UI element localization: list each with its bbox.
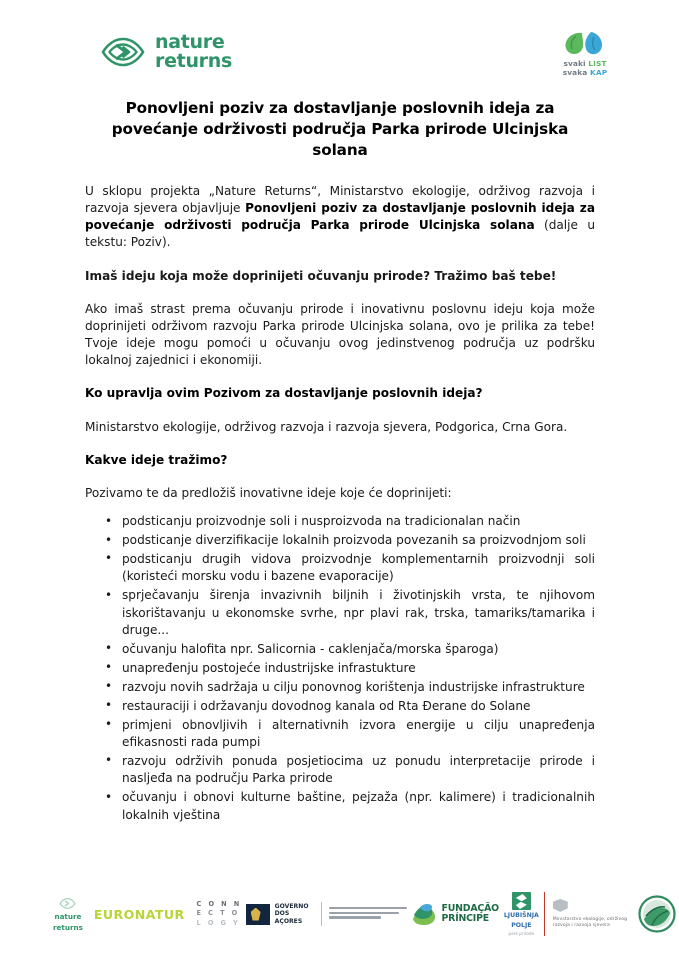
nature-returns-logo (100, 32, 232, 72)
list-item: • primjeni obnovljivih i alternativnih izvora energije u cilju unapređenja efikasnosti rada pumpi (85, 717, 595, 752)
list-item: • razvoju održivih ponuda posjetiocima uz ponudu interpretacije prirode i nasljeđa na području Parka prirode (85, 753, 595, 788)
regional-text-line (329, 912, 399, 914)
campaign-line1-plain: svaki (563, 59, 589, 68)
ljubisnja-subtitle: park prirode (508, 930, 535, 936)
nature-returns-eye-leaf-icon (100, 32, 146, 72)
list-item: • podsticanju drugih vidova proizvodnje komplementarnih proizvodnji soli (koristeći morsku vodu i bazene evaporacije) (85, 551, 595, 586)
ideas-lead-in: Pozivamo te da predložiš inovativne ideje koje će doprinijeti: (85, 485, 452, 500)
list-item: • restauraciji i održavanju dovodnog kanala od Rta Đerane do Solane (85, 698, 595, 715)
nature-returns-eye-leaf-icon (59, 896, 76, 911)
connectology-line-3: L O G Y (196, 918, 241, 927)
nature-returns-wordmark (155, 30, 232, 72)
principe-island-icon (411, 902, 437, 926)
hook-paragraph: Ako imaš strast prema očuvanju prirode i inovativnu poslovnu ideju koja može doprinijeti održivom razvoju Parka prirode Ulcinjska solana, ovo je prilika za tebe! Tvoje ideje mogu pomoći u očuvanju ovog jedinstvenog područja uz podršku lokalnoj zajednici i ekonomiji. (85, 301, 595, 368)
principe-line-2: PRÍNCIPE (441, 913, 489, 924)
intro-paragraph (85, 183, 595, 252)
ministry-name: Ministarstvo ekologije, održivog razvoja i razvoja sjevera (552, 916, 628, 928)
principe-wordmark (442, 904, 499, 924)
ljubisnja-mountain-icon (512, 892, 531, 910)
intro-text-part-1: U sklopu projekta „Nature Returns“, Ministarstvo ekologije, održivog razvoja i razvoja sjevera objavljuje (85, 183, 595, 216)
page-title: Ponovljeni poziv za dostavljanje poslovnih ideja za povećanje održivosti područja Parka prirode Ulcinjska solana (111, 99, 569, 159)
footer-ljubisnja-polje-logo (499, 892, 544, 936)
intro-text-part-2: (dalje u tekstu: Poziv). (85, 218, 595, 250)
footer-nature-line-2: returns (52, 922, 83, 932)
document-body (85, 98, 595, 826)
regional-text-line (329, 916, 381, 918)
leaf-and-droplet-icon (537, 30, 633, 56)
connectology-line-2: E C T O (196, 909, 240, 918)
footer-logo-strip (0, 890, 679, 938)
svaki-list-svaka-kap-logo (537, 30, 633, 78)
list-item: • podsticanju proizvodnje soli i nusproizvoda na tradicionalan način (85, 513, 595, 530)
acores-wordmark (275, 903, 309, 925)
page-header (0, 22, 679, 88)
ljubisnja-line-2: POLJE (511, 921, 532, 929)
footer-nature-line-1: nature (54, 912, 82, 922)
acores-crest-icon (246, 904, 270, 925)
principe-line-1: FUNDAÇÃO (441, 902, 499, 914)
footer-nature-returns-logo (42, 892, 94, 936)
footer-ministry-logo (544, 892, 636, 936)
list-item: • podsticanje diverzifikacije lokalnih proizvoda povezanih sa proizvodnjom soli (85, 532, 595, 549)
brand-line-2: returns (155, 50, 232, 72)
campaign-line1-accent: LIST (588, 59, 607, 68)
list-item: • očuvanju halofita npr. Salicornia - caklenjača/morska šparoga) (85, 641, 595, 658)
brand-line-1: nature (155, 30, 225, 53)
divider (321, 902, 322, 926)
campaign-tagline-line-2 (537, 68, 633, 77)
acores-line-2: DOS AÇORES (274, 910, 303, 925)
ideas-heading: Kakve ideje tražimo? (85, 452, 228, 467)
campaign-line2-plain: svaka (562, 68, 591, 78)
connectology-line-1: C O N N (196, 899, 242, 908)
list-item: • unapređenju postojeće industrijske infrastukture (85, 660, 595, 677)
regional-text-line (329, 907, 407, 909)
montenegro-coat-of-arms-icon (553, 899, 568, 912)
footer-park-prirode-logo (636, 892, 679, 936)
footer-governo-acores-logo (246, 892, 329, 936)
ideas-list (85, 513, 595, 824)
footer-secretaria-regional-logo (329, 892, 407, 936)
hook-heading: Imaš ideju koja može doprinijeti očuvanju prirode? Tražimo baš tebe! (85, 268, 557, 283)
park-prirode-circular-logo-icon (638, 895, 676, 933)
manager-paragraph: Ministarstvo ekologije, održivog razvoja i razvoja sjevera, Podgorica, Crna Gora. (85, 419, 568, 434)
footer-fundacao-principe-logo (411, 892, 499, 936)
list-item: • razvoju novih sadržaja u cilju ponovnog korištenja industrijske infrastrukture (85, 679, 595, 696)
list-item: • sprječavanju širenja invazivnih biljnih i životinjskih vrsta, te njihovom iskorištavanju u ekonomske svrhe, npr plavi rak, trska, tamariks/tamarika i druge... (85, 587, 595, 639)
acores-line-1: GOVERNO (274, 902, 309, 910)
campaign-tagline-line-1 (537, 59, 633, 68)
manager-heading: Ko upravlja ovim Pozivom za dostavljanje poslovnih ideja? (85, 386, 483, 401)
intro-bold-call-name: Ponovljeni poziv za dostavljanje poslovnih ideja za povećanje održivosti područja Parka prirode Ulcinjska solana (85, 201, 595, 233)
footer-euronatur-logo: EURONATUR (93, 906, 185, 922)
ljubisnja-line-1: LJUBIŠNJA (503, 912, 539, 920)
list-item: • očuvanju i obnovi kulturne baštine, pejzaža (npr. kalimere) i tradicionalnih lokalnih vještina (85, 789, 595, 824)
campaign-line2-accent: KAP (590, 68, 608, 78)
footer-connectology-logo (185, 892, 246, 936)
